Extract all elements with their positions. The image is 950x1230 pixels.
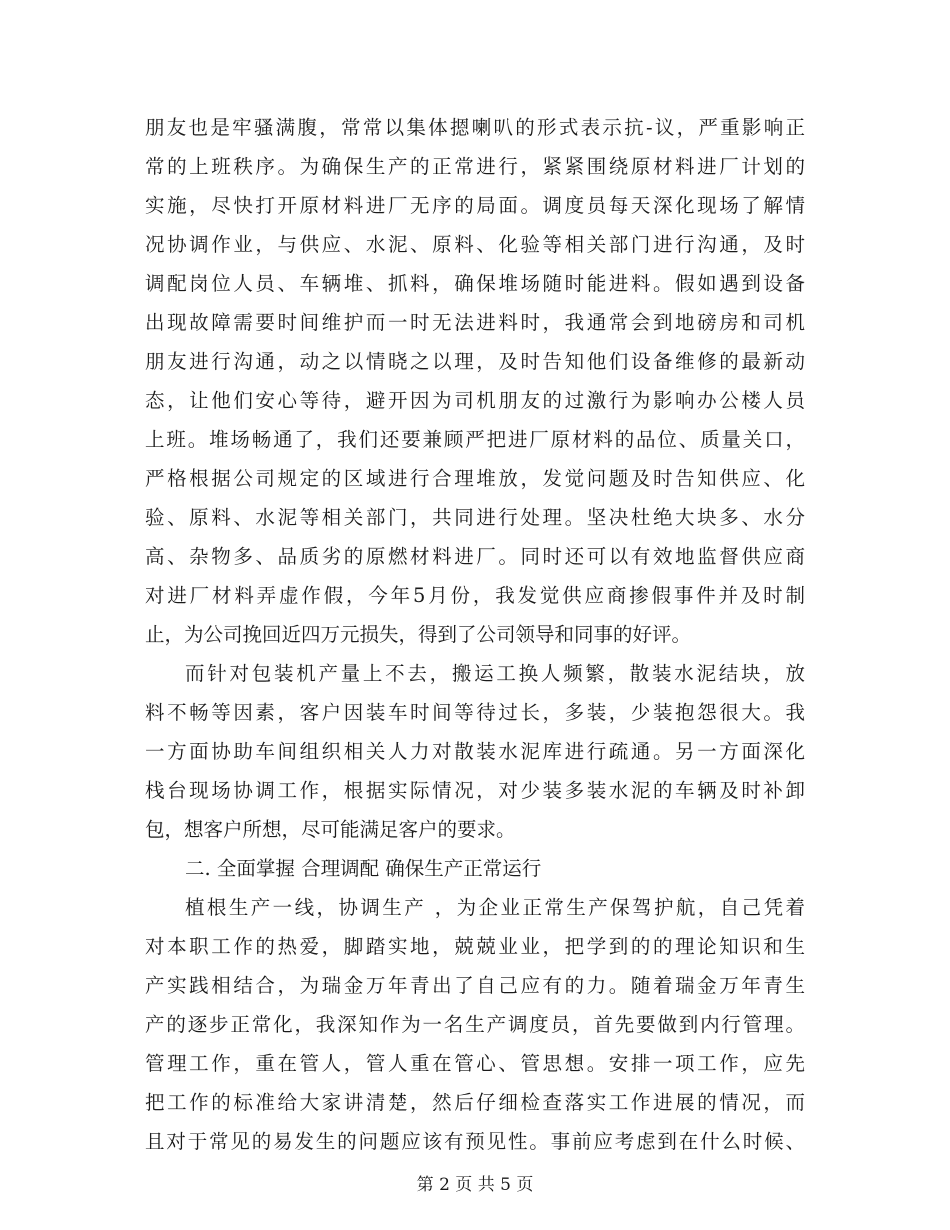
paragraph-production-management <box>145 888 805 1161</box>
text-line: 栈台现场协调工作，根据实际情况，对少装多装水泥的车辆及时补卸 <box>145 779 805 802</box>
text-line: 把工作的标准给大家讲清楚，然后仔细检查落实工作进展的情况，而 <box>145 1091 805 1114</box>
text-line: 朋友进行沟通，动之以情晓之以理，及时告知他们设备维修的最新动 <box>145 350 805 373</box>
text-line: 况协调作业，与供应、水泥、原料、化验等相关部门进行沟通，及时 <box>145 233 805 256</box>
text-line: 产实践相结合，为瑞金万年青出了自己应有的力。随着瑞金万年青生 <box>145 974 805 997</box>
text-line: 调配岗位人员、车辆堆、抓料，确保堆场随时能进料。假如遇到设备 <box>145 272 805 295</box>
paragraph-raw-material-intake <box>145 108 805 654</box>
text-line: 一方面协助车间组织相关人力对散装水泥库进行疏通。另一方面深化 <box>145 740 805 763</box>
document-body <box>145 108 805 1161</box>
text-line: 对进厂材料弄虚作假，今年5月份，我发觉供应商掺假事件并及时制 <box>145 584 805 607</box>
text-line: 对本职工作的热爱，脚踏实地，兢兢业业，把学到的的理论知识和生 <box>145 935 805 958</box>
text-line: 植根生产一线，协调生产 ，为企业正常生产保驾护航，自己凭着 <box>185 896 805 919</box>
text-line: 而针对包装机产量上不去，搬运工换人频繁，散装水泥结块，放 <box>185 662 805 685</box>
paragraph-packing-coordination <box>145 654 805 849</box>
text-line: 止，为公司挽回近四万元损失，得到了公司领导和同事的好评。 <box>145 623 692 646</box>
text-line: 态，让他们安心等待，避开因为司机朋友的过激行为影响办公楼人员 <box>145 389 805 412</box>
section-heading <box>145 849 805 888</box>
text-line: 上班。堆场畅通了，我们还要兼顾严把进厂原材料的品位、质量关口， <box>145 428 805 451</box>
text-line: 验、原料、水泥等相关部门，共同进行处理。坚决杜绝大块多、水分 <box>145 506 805 529</box>
text-line: 朋友也是牢骚满腹，常常以集体摁喇叭的形式表示抗-议，严重影响正 <box>145 116 805 139</box>
text-line: 出现故障需要时间维护而一时无法进料时，我通常会到地磅房和司机 <box>145 311 805 334</box>
section-heading-text: 二. 全面掌握 合理调配 确保生产正常运行 <box>185 857 542 880</box>
text-line: 实施，尽快打开原材料进厂无序的局面。调度员每天深化现场了解情 <box>145 194 805 217</box>
text-line: 且对于常见的易发生的问题应该有预见性。事前应考虑到在什么时候、 <box>145 1130 805 1153</box>
text-line: 严格根据公司规定的区域进行合理堆放，发觉问题及时告知供应、化 <box>145 467 805 490</box>
text-line: 产的逐步正常化，我深知作为一名生产调度员，首先要做到内行管理。 <box>145 1013 805 1036</box>
text-line: 高、杂物多、品质劣的原燃材料进厂。同时还可以有效地监督供应商 <box>145 545 805 568</box>
page-number-footer: 第 2 页 共 5 页 <box>416 1175 534 1195</box>
text-line: 常的上班秩序。为确保生产的正常进行，紧紧围绕原材料进厂计划的 <box>145 155 805 178</box>
text-line: 包，想客户所想，尽可能满足客户的要求。 <box>145 818 516 841</box>
text-line: 管理工作，重在管人，管人重在管心、管思想。安排一项工作，应先 <box>145 1052 805 1075</box>
text-line: 料不畅等因素，客户因装车时间等待过长，多装，少装抱怨很大。我 <box>145 701 805 724</box>
